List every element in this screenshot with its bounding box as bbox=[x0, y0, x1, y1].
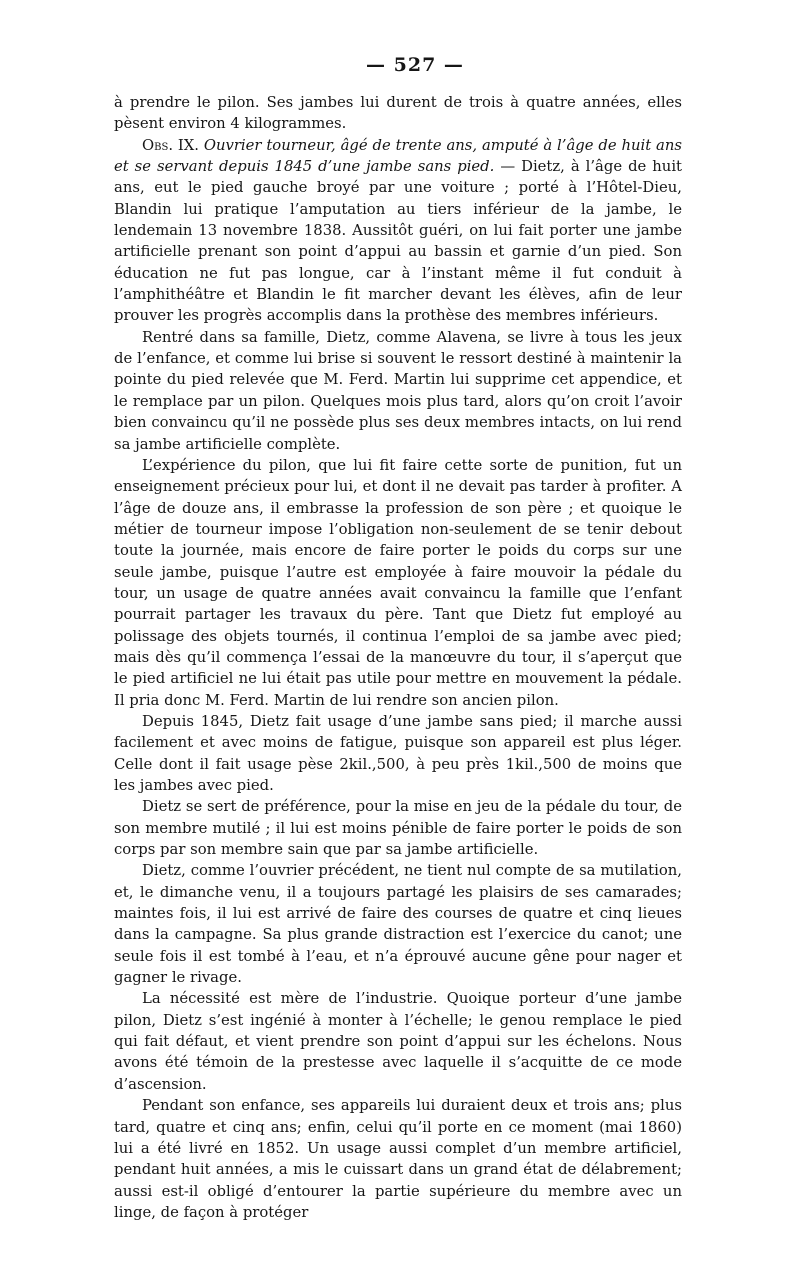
observation-label: Obs. IX. bbox=[142, 136, 199, 154]
page-body bbox=[114, 92, 682, 1223]
book-page bbox=[114, 52, 682, 1223]
paragraph: Dietz, comme l’ouvrier précédent, ne tient nul compte de sa mutilation, et, le dimanche venu, il a toujours partagé les plaisirs de ses camarades; maintes fois, il lui est arrivé de faire des courses de quatre et cinq lieues dans la campagne. Sa plus grande distraction est l’exercice du canot; une seule fois il est tombé à l’eau, et n’a éprouvé aucune gêne pour nager et gagner le rivage. bbox=[114, 862, 682, 987]
paragraph: Depuis 1845, Dietz fait usage d’une jambe sans pied; il marche aussi facilement et avec moins de fatigue, puisque son appareil est plus léger. Celle dont il fait usage pèse 2kil.,500, à peu près 1kil.,500 de moins que les jambes avec pied. bbox=[114, 712, 682, 794]
observation-paragraph bbox=[114, 135, 682, 327]
paragraph: La nécessité est mère de l’industrie. Quoique porteur d’une jambe pilon, Dietz s’est ingénié à monter à l’échelle; le genou remplace le pied qui fait défaut, et vient prendre son point d’appui sur les échelons. Nous avons été témoin de la prestesse avec laquelle il s’acquitte de ce mode d’ascension. bbox=[114, 990, 682, 1093]
paragraph: Dietz se sert de préférence, pour la mise en jeu de la pédale du tour, de son membre mutilé ; il lui est moins pénible de faire porter le poids de son corps par son membre sain que par sa jambe artificielle. bbox=[114, 798, 682, 859]
observation-title: Ouvrier tourneur, âgé de trente ans, amputé à l’âge de huit ans et se servant depuis 1845 d’une jambe sans pied. bbox=[114, 136, 682, 176]
paragraph: Rentré dans sa famille, Dietz, comme Alavena, se livre à tous les jeux de l’enfance, et comme lui brise si souvent le ressort destiné à maintenir la pointe du pied relevée que M. Ferd. Martin lui supprime cet appendice, et le remplace par un pilon. Quelques mois plus tard, alors qu’on croit l’avoir bien convaincu qu’il ne possède plus ses deux membres intacts, on lui rend sa jambe artificielle complète. bbox=[114, 328, 682, 453]
paragraph: Pendant son enfance, ses appareils lui duraient deux et trois ans; plus tard, quatre et cinq ans; enfin, celui qu’il porte en ce moment (mai 1860) lui a été livré en 1852. Un usage aussi complet d’un membre artificiel, pendant huit années, a mis le cuissart dans un grand état de délabrement; aussi est-il obligé d’entourer la partie supérieure du membre avec un linge, de façon à protéger bbox=[114, 1097, 682, 1221]
paragraph-continuation: à prendre le pilon. Ses jambes lui durent de trois à quatre années, elles pèsent environ 4 kilogrammes. bbox=[114, 94, 682, 133]
paragraph: L’expérience du pilon, que lui fit faire cette sorte de punition, fut un enseignement précieux pour lui, et dont il ne devait pas tarder à profiter. A l’âge de douze ans, il embrasse la profession de son père ; et quoique le métier de tourneur impose l’obligation non-seulement de se tenir debout toute la journée, mais encore de faire porter le poids du corps sur une seule jambe, puisque l’autre est employée à faire mouvoir la pédale du tour, un usage de quatre années avait convaincu la famille que l’enfant pourrait partager les travaux du père. Tant que Dietz fut employé au polissage des objets tournés, il continua l’emploi de sa jambe avec pied; mais dès qu’il commença l’essai de la manœuvre du tour, il s’aperçut que le pied artificiel ne lui était pas utile pour mettre en mouvement la pédale. Il pria donc M. Ferd. Martin de lui rendre son ancien pilon. bbox=[114, 456, 682, 709]
observation-text: — Dietz, à l’âge de huit ans, eut le pied gauche broyé par une voiture ; porté à l’Hôtel-Dieu, Blandin lui pratique l’amputation au tiers inférieur de la jambe, le lendemain 13 novembre 1838. Aussitôt guéri, on lui fait porter une jambe artificielle prenant son point d’appui au bassin et garnie d’un pied. Son éducation ne fut pas longue, car à l’instant même il fut conduit à l’amphithéâtre et Blandin le fit marcher devant les élèves, afin de leur prouver les progrès accomplis dans la prothèse des membres inférieurs. bbox=[114, 158, 682, 325]
page-number: — 527 — bbox=[366, 54, 464, 76]
